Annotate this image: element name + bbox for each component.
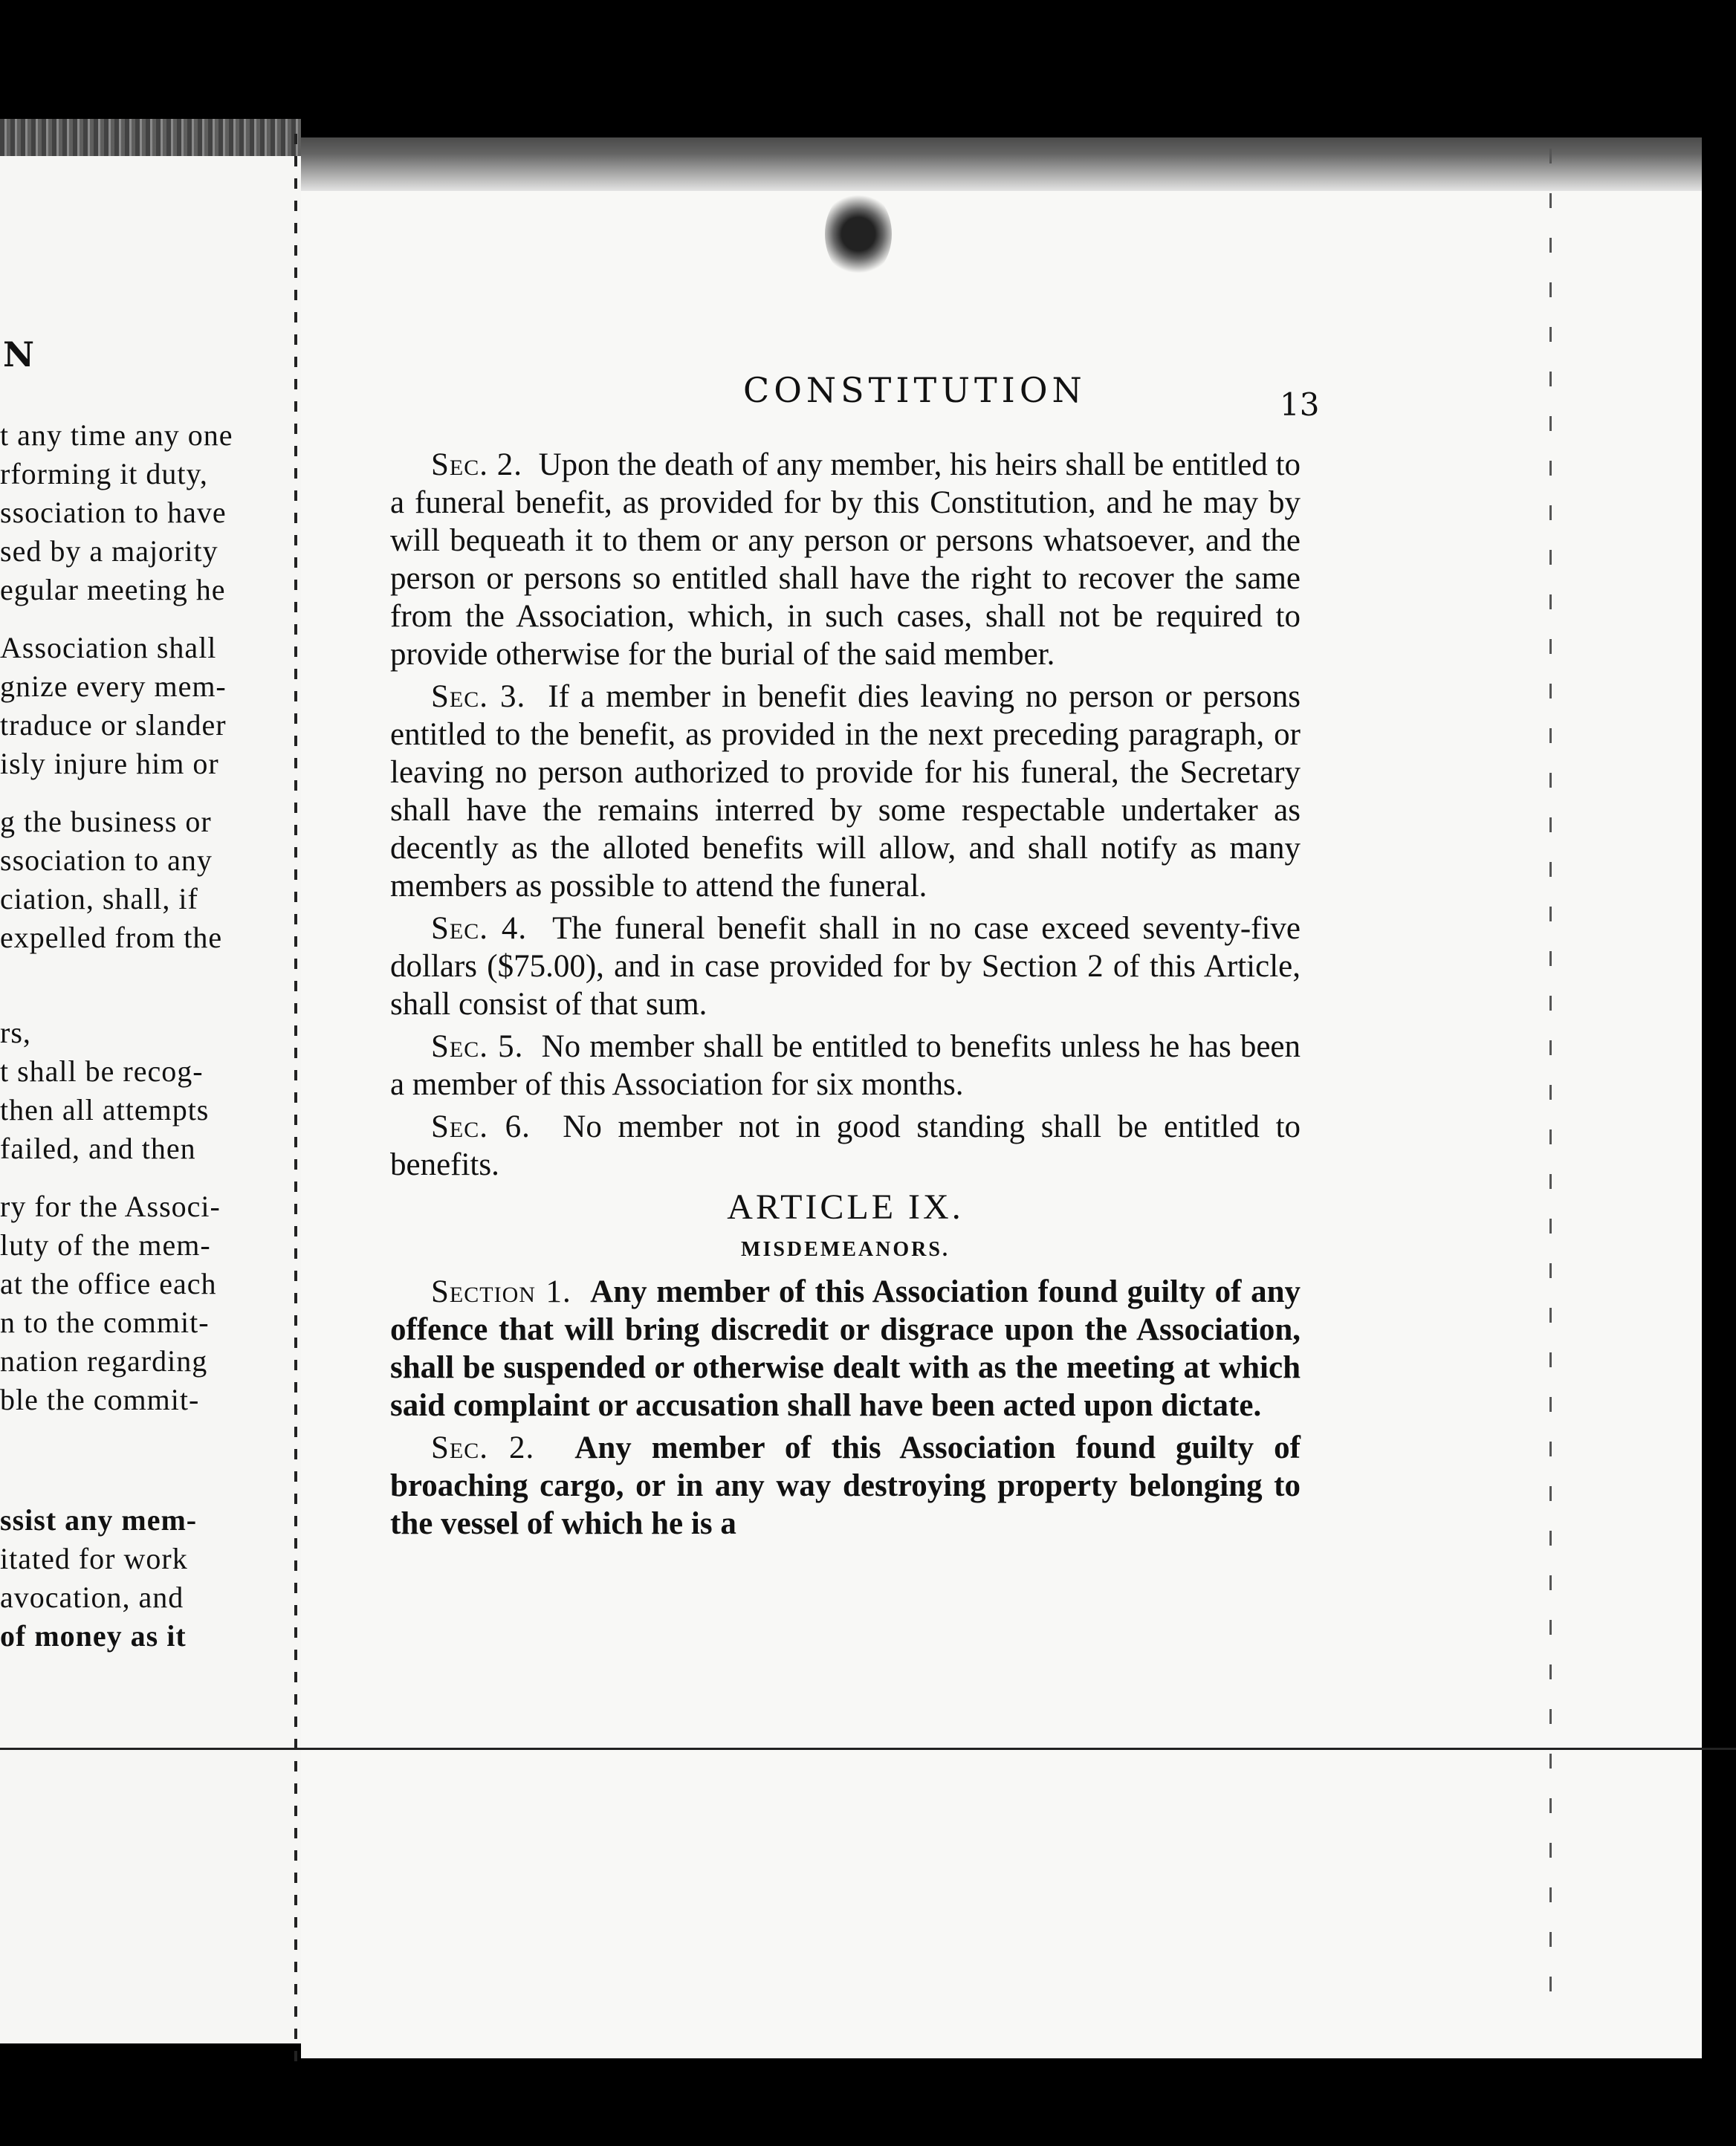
- section-paragraph: [390, 678, 1301, 905]
- left-line: of money as it: [0, 1619, 187, 1653]
- section-label: Sec. 2.: [431, 447, 523, 482]
- left-line: sed by a majority: [0, 534, 218, 568]
- section-paragraph: [390, 1028, 1301, 1103]
- left-line: ble the commit-: [0, 1383, 200, 1416]
- page-top-shadow: [301, 137, 1702, 191]
- previous-page-fragment: [0, 119, 301, 2043]
- section-label: Sec. 3.: [431, 679, 526, 714]
- left-line: nation regarding: [0, 1344, 208, 1378]
- left-line: then all attempts: [0, 1093, 210, 1127]
- section-paragraph: [390, 1273, 1301, 1424]
- section-label: Sec. 5.: [431, 1029, 524, 1064]
- section-paragraph: [390, 1108, 1301, 1184]
- left-line: itated for work: [0, 1542, 188, 1575]
- scan-line-artifact: [0, 1748, 1736, 1750]
- page-right-edge-line: [1549, 149, 1552, 2006]
- article-subheading: MISDEMEANORS.: [741, 1238, 950, 1261]
- section-text: Upon the death of any member, his heirs shall be entitled to a funeral benefit, as provided for by this Constitution, and he may by will bequeath it to them or any person or persons whatsoever, and the person or persons so entitled shall have the right to recover the same from the Association, which, in such cases, shall not be required to provide otherwise for the burial of the said member.: [390, 447, 1301, 672]
- left-page-text: [0, 416, 301, 1656]
- left-line: t any time any one: [0, 418, 233, 452]
- running-head: CONSTITUTION: [743, 370, 1086, 410]
- left-line: t shall be recog-: [0, 1054, 204, 1088]
- left-line: rforming it duty,: [0, 457, 208, 490]
- left-line: ciation, shall, if: [0, 882, 198, 915]
- article-heading: ARTICLE IX.: [727, 1187, 964, 1227]
- left-line: isly injure him or: [0, 747, 219, 780]
- section-text: The funeral benefit shall in no case exceed seventy-five dollars ($75.00), and in case provided for by Section 2 of this Article, shall consist of that sum.: [390, 911, 1301, 1022]
- ink-smudge: [825, 189, 892, 279]
- left-line: failed, and then: [0, 1132, 196, 1165]
- page-body-text: [390, 446, 1301, 1547]
- left-line: ssociation to have: [0, 496, 227, 529]
- left-line: Association shall: [0, 631, 217, 664]
- left-line: expelled from the: [0, 921, 223, 954]
- section-label: Section 1.: [431, 1274, 571, 1309]
- left-line: at the office each: [0, 1267, 217, 1300]
- left-line: ssociation to any: [0, 843, 213, 877]
- section-text: Any member of this Association found guilty of any offence that will bring discredit or disgrace upon the Association, shall be suspended or otherwise dealt with as the meeting at which said complaint or accusation shall have been acted upon dictate.: [390, 1274, 1301, 1423]
- left-line: luty of the mem-: [0, 1228, 211, 1262]
- section-label: Sec. 4.: [431, 911, 528, 946]
- left-line: ssist any mem-: [0, 1503, 198, 1537]
- section-paragraph: [390, 910, 1301, 1023]
- left-line: g the business or: [0, 805, 212, 838]
- section-text: Any member of this Association found guilty of broaching cargo, or in any way destroying property belonging to the vessel of which he is a: [390, 1430, 1301, 1541]
- left-page-header-fragment: N: [3, 334, 35, 375]
- torn-edge: [0, 119, 301, 156]
- left-line: ry for the Associ-: [0, 1190, 221, 1223]
- left-line: avocation, and: [0, 1581, 184, 1614]
- left-line: gnize every mem-: [0, 670, 227, 703]
- left-line: rs,: [0, 1016, 31, 1049]
- left-line: traduce or slander: [0, 708, 227, 742]
- left-line: egular meeting he: [0, 573, 226, 606]
- section-text: No member shall be entitled to benefits unless he has been a member of this Association for six months.: [390, 1029, 1301, 1102]
- section-text: If a member in benefit dies leaving no person or persons entitled to the benefit, as provided in the next preceding paragraph, or leaving no person authorized to provide for his funeral, the Secretary shall have the remains interred by some respectable undertaker as decently as the alloted benefits will allow, and shall notify as many members as possible to attend the funeral.: [390, 679, 1301, 904]
- section-label: Sec. 2.: [431, 1430, 535, 1465]
- page-number: 13: [1280, 386, 1320, 423]
- section-paragraph: [390, 1429, 1301, 1543]
- page-gutter-line: [294, 134, 297, 2066]
- section-text: No member not in good standing shall be entitled to benefits.: [390, 1109, 1301, 1182]
- section-paragraph: [390, 446, 1301, 673]
- left-line: n to the commit-: [0, 1306, 210, 1339]
- section-label: Sec. 6.: [431, 1109, 531, 1144]
